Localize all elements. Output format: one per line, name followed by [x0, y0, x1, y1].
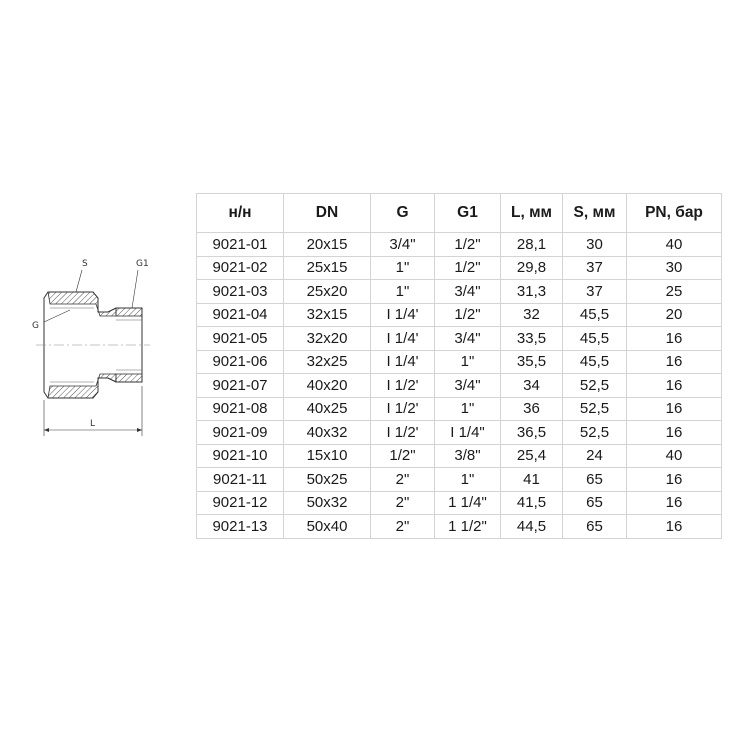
table-cell: 40x20: [284, 374, 371, 398]
table-row: [197, 515, 722, 539]
table-row: [197, 327, 722, 351]
table-cell: 1": [371, 256, 435, 280]
label-g1: G1: [136, 259, 149, 269]
table-cell: 2": [371, 468, 435, 492]
table-cell: 45,5: [563, 327, 627, 351]
table-cell: 16: [627, 350, 722, 374]
table-cell: 9021-12: [197, 491, 284, 515]
table-row: [197, 256, 722, 280]
table-cell: 40: [627, 444, 722, 468]
table-cell: 32: [501, 303, 563, 327]
column-header: н/н: [197, 194, 284, 233]
table-cell: 65: [563, 491, 627, 515]
table-cell: 24: [563, 444, 627, 468]
table-cell: 1": [435, 468, 501, 492]
column-header: L, мм: [501, 194, 563, 233]
table-row: [197, 233, 722, 257]
table-cell: 50x25: [284, 468, 371, 492]
table-cell: 44,5: [501, 515, 563, 539]
table-cell: 65: [563, 515, 627, 539]
table-cell: 3/4": [435, 280, 501, 304]
table-cell: 1/2": [435, 233, 501, 257]
table-cell: 9021-11: [197, 468, 284, 492]
table-cell: 36: [501, 397, 563, 421]
table-cell: 9021-04: [197, 303, 284, 327]
table-row: [197, 491, 722, 515]
table-cell: 3/4": [371, 233, 435, 257]
table-cell: 9021-02: [197, 256, 284, 280]
table-cell: 1 1/2": [435, 515, 501, 539]
label-s: S: [82, 259, 88, 269]
table-cell: 9021-06: [197, 350, 284, 374]
table-cell: I 1/2': [371, 421, 435, 445]
table-cell: 9021-03: [197, 280, 284, 304]
table-cell: 29,8: [501, 256, 563, 280]
table-cell: 65: [563, 468, 627, 492]
table-cell: 20: [627, 303, 722, 327]
table-cell: 15x10: [284, 444, 371, 468]
table-cell: 1/2": [435, 256, 501, 280]
table-cell: 50x32: [284, 491, 371, 515]
fitting-drawing: [30, 250, 165, 440]
table-cell: 52,5: [563, 397, 627, 421]
table-cell: 2": [371, 515, 435, 539]
table-cell: 40x32: [284, 421, 371, 445]
table-row: [197, 468, 722, 492]
column-header: PN, бар: [627, 194, 722, 233]
table-cell: 32x25: [284, 350, 371, 374]
table-body: [197, 233, 722, 539]
table-cell: 37: [563, 280, 627, 304]
table-cell: 1": [435, 397, 501, 421]
table-cell: 16: [627, 397, 722, 421]
table-cell: 16: [627, 327, 722, 351]
table-cell: 31,3: [501, 280, 563, 304]
table-cell: 9021-08: [197, 397, 284, 421]
table-cell: 1 1/4": [435, 491, 501, 515]
table-cell: 3/8": [435, 444, 501, 468]
table-cell: 45,5: [563, 350, 627, 374]
table-cell: 9021-01: [197, 233, 284, 257]
table-cell: 1": [435, 350, 501, 374]
table-row: [197, 444, 722, 468]
table-cell: I 1/4": [435, 421, 501, 445]
table-cell: 40: [627, 233, 722, 257]
label-l: L: [90, 419, 96, 429]
table-cell: 33,5: [501, 327, 563, 351]
table-cell: 25,4: [501, 444, 563, 468]
table-cell: I 1/4': [371, 327, 435, 351]
table-cell: 20x15: [284, 233, 371, 257]
table-cell: 1/2": [371, 444, 435, 468]
table-cell: 9021-09: [197, 421, 284, 445]
label-g: G: [32, 321, 39, 331]
table-row: [197, 421, 722, 445]
table-cell: 52,5: [563, 421, 627, 445]
table-row: [197, 303, 722, 327]
table-row: [197, 397, 722, 421]
table-cell: 52,5: [563, 374, 627, 398]
table-cell: 9021-07: [197, 374, 284, 398]
table-cell: 32x15: [284, 303, 371, 327]
table-cell: 25x20: [284, 280, 371, 304]
table-cell: 30: [627, 256, 722, 280]
table-cell: 16: [627, 515, 722, 539]
table-row: [197, 374, 722, 398]
table-cell: 9021-05: [197, 327, 284, 351]
table-cell: 2": [371, 491, 435, 515]
table-cell: 28,1: [501, 233, 563, 257]
table-row: [197, 280, 722, 304]
column-header: S, мм: [563, 194, 627, 233]
table-cell: 25x15: [284, 256, 371, 280]
spec-table: [196, 193, 722, 539]
fitting-cross-section: [30, 250, 165, 440]
table-cell: 40x25: [284, 397, 371, 421]
column-header: G1: [435, 194, 501, 233]
table-cell: 50x40: [284, 515, 371, 539]
column-header: DN: [284, 194, 371, 233]
table-cell: 41: [501, 468, 563, 492]
table-cell: 16: [627, 468, 722, 492]
table-cell: I 1/2': [371, 397, 435, 421]
table-cell: 9021-13: [197, 515, 284, 539]
table-cell: 35,5: [501, 350, 563, 374]
table-cell: 30: [563, 233, 627, 257]
table-cell: 41,5: [501, 491, 563, 515]
table-cell: 3/4": [435, 374, 501, 398]
table-cell: I 1/4': [371, 303, 435, 327]
table-cell: 36,5: [501, 421, 563, 445]
table-cell: 1/2": [435, 303, 501, 327]
table-cell: 34: [501, 374, 563, 398]
table-cell: 9021-10: [197, 444, 284, 468]
table-cell: 37: [563, 256, 627, 280]
table-cell: 3/4": [435, 327, 501, 351]
column-header: G: [371, 194, 435, 233]
table-cell: 16: [627, 491, 722, 515]
table-cell: 32x20: [284, 327, 371, 351]
table-cell: I 1/4': [371, 350, 435, 374]
table-cell: I 1/2': [371, 374, 435, 398]
table-cell: 16: [627, 421, 722, 445]
header-row: [197, 194, 722, 233]
table-cell: 25: [627, 280, 722, 304]
table-cell: 1": [371, 280, 435, 304]
table-cell: 16: [627, 374, 722, 398]
table-row: [197, 350, 722, 374]
table-cell: 45,5: [563, 303, 627, 327]
